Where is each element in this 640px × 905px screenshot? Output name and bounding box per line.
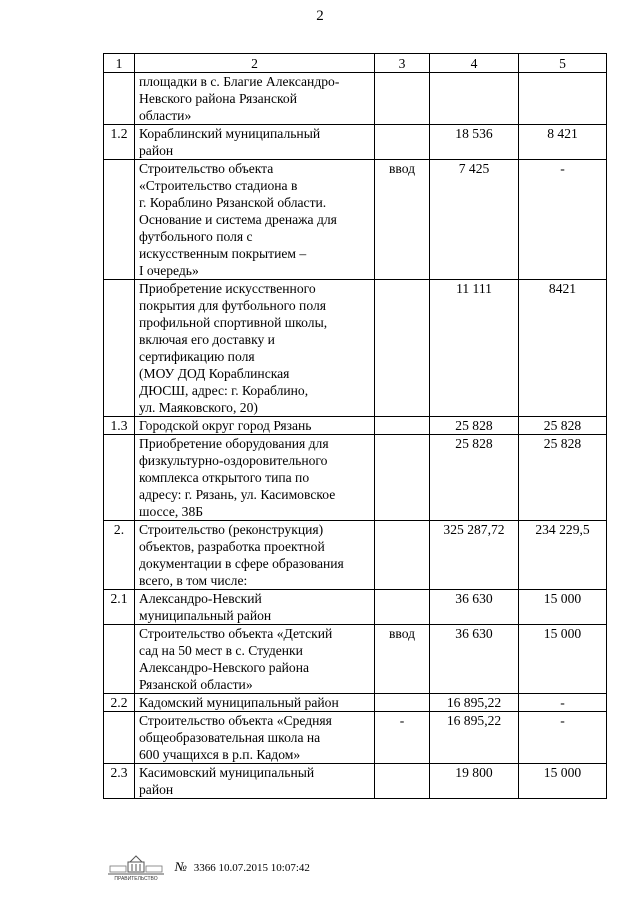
row-value-5: 8421 (519, 280, 607, 417)
row-value-4: 36 630 (430, 625, 519, 694)
government-logo (108, 853, 164, 881)
row-value-4: 19 800 (430, 764, 519, 799)
row-value-5: 15 000 (519, 590, 607, 625)
row-number: 2.3 (104, 764, 135, 799)
table-row (104, 712, 607, 764)
registration-stamp (175, 859, 310, 875)
row-number: 2.1 (104, 590, 135, 625)
row-value-5: - (519, 694, 607, 712)
row-value-4 (430, 73, 519, 125)
header-col-5: 5 (519, 54, 607, 73)
row-value-5 (519, 73, 607, 125)
row-type (375, 125, 430, 160)
row-type (375, 73, 430, 125)
row-name: Строительство объекта «Детский сад на 50 мест в с. Студенки Александро-Невского района Рязанской области» (135, 625, 375, 694)
row-type (375, 764, 430, 799)
row-value-4: 25 828 (430, 417, 519, 435)
header-col-1: 1 (104, 54, 135, 73)
row-name: Приобретение оборудования для физкультурно-оздоровительного комплекса открытого типа по адресу: г. Рязань, ул. Касимовское шоссе, 38Б (135, 435, 375, 521)
row-value-4: 7 425 (430, 160, 519, 280)
header-col-4: 4 (430, 54, 519, 73)
table-row (104, 521, 607, 590)
row-value-4: 16 895,22 (430, 694, 519, 712)
row-value-5: 234 229,5 (519, 521, 607, 590)
row-value-5: 15 000 (519, 625, 607, 694)
table-row (104, 625, 607, 694)
header-col-2: 2 (135, 54, 375, 73)
row-type: ввод (375, 160, 430, 280)
row-value-4: 325 287,72 (430, 521, 519, 590)
row-value-4: 18 536 (430, 125, 519, 160)
row-number (104, 712, 135, 764)
logo-text: ПРАВИТЕЛЬСТВО (114, 876, 158, 881)
page-number: 2 (316, 8, 324, 24)
row-value-5: 15 000 (519, 764, 607, 799)
row-value-5: - (519, 712, 607, 764)
row-number (104, 625, 135, 694)
stamp-text: 3366 10.07.2015 10:07:42 (193, 862, 310, 874)
table-row (104, 417, 607, 435)
row-type: ввод (375, 625, 430, 694)
row-name: Кораблинский муниципальный район (135, 125, 375, 160)
number-sign: № (174, 859, 188, 874)
row-name: Городской округ город Рязань (135, 417, 375, 435)
row-number (104, 73, 135, 125)
row-number: 1.3 (104, 417, 135, 435)
table-row (104, 590, 607, 625)
row-value-4: 36 630 (430, 590, 519, 625)
row-type (375, 417, 430, 435)
row-value-4: 16 895,22 (430, 712, 519, 764)
row-number (104, 435, 135, 521)
row-name: Строительство объекта «Средняя общеобразовательная школа на 600 учащихся в р.п. Кадом» (135, 712, 375, 764)
row-name: Кадомский муниципальный район (135, 694, 375, 712)
table-row (104, 694, 607, 712)
table-row (104, 435, 607, 521)
row-name: Приобретение искусственного покрытия для футбольного поля профильной спортивной школы, включая его доставку и сертификацию поля (МОУ ДОД Кораблинская ДЮСШ, адрес: г. Кораблино, ул. Маяковского, 20) (135, 280, 375, 417)
program-table (103, 53, 607, 799)
row-name: Строительство объекта «Строительство стадиона в г. Кораблино Рязанской области. Основание и система дренажа для футбольного поля с искусственным покрытием – I очередь» (135, 160, 375, 280)
row-number: 1.2 (104, 125, 135, 160)
table-row (104, 160, 607, 280)
table-header-row (104, 54, 607, 73)
row-name: Александро-Невский муниципальный район (135, 590, 375, 625)
table-row (104, 280, 607, 417)
row-number (104, 280, 135, 417)
row-value-5: - (519, 160, 607, 280)
row-type (375, 590, 430, 625)
row-type (375, 280, 430, 417)
table-body (104, 73, 607, 799)
row-number: 2.2 (104, 694, 135, 712)
row-number (104, 160, 135, 280)
row-type (375, 694, 430, 712)
table-row (104, 73, 607, 125)
table-row (104, 764, 607, 799)
row-number: 2. (104, 521, 135, 590)
row-value-5: 25 828 (519, 417, 607, 435)
row-type (375, 435, 430, 521)
row-type (375, 521, 430, 590)
document-footer (108, 853, 310, 881)
row-value-5: 25 828 (519, 435, 607, 521)
row-name: Касимовский муниципальный район (135, 764, 375, 799)
header-col-3: 3 (375, 54, 430, 73)
row-value-4: 11 111 (430, 280, 519, 417)
row-name: площадки в с. Благие Александро- Невского района Рязанской области» (135, 73, 375, 125)
row-name: Строительство (реконструкция) объектов, разработка проектной документации в сфере образования всего, в том числе: (135, 521, 375, 590)
row-type: - (375, 712, 430, 764)
row-value-4: 25 828 (430, 435, 519, 521)
table-row (104, 125, 607, 160)
row-value-5: 8 421 (519, 125, 607, 160)
